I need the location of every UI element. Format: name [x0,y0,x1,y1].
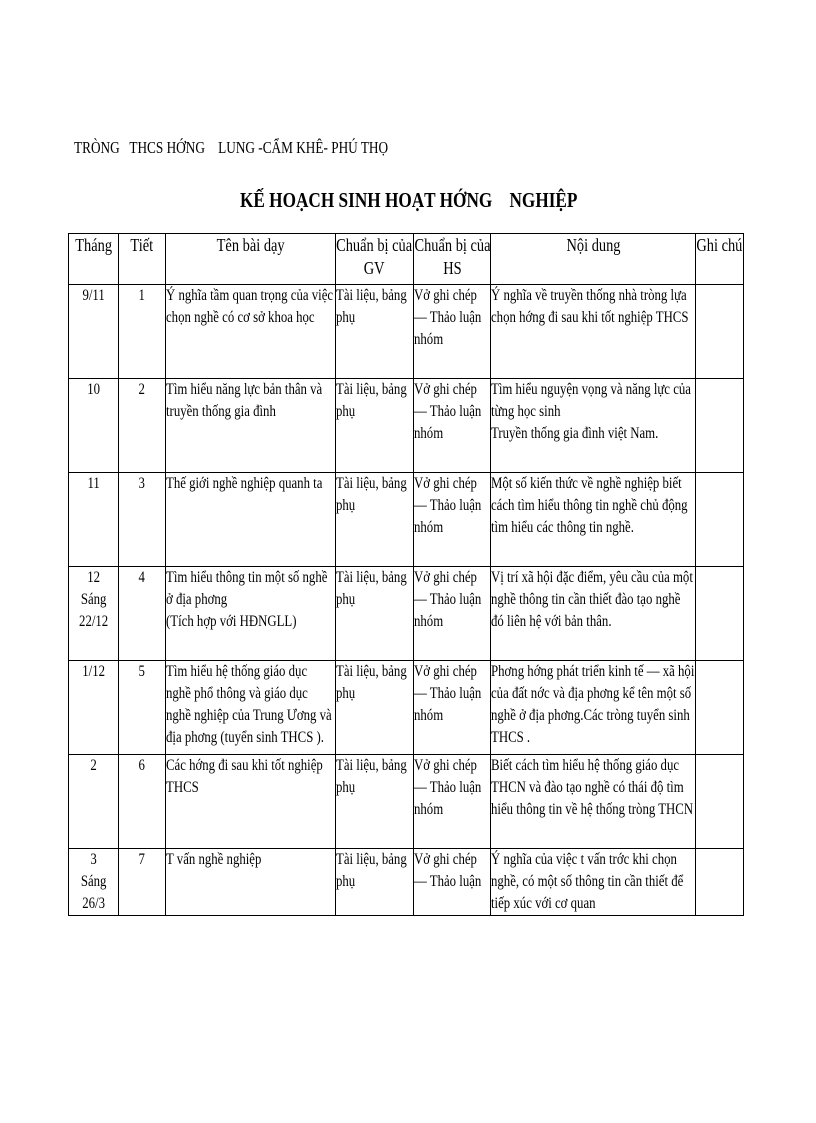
table-row [69,661,744,755]
column-header-lesson: Tên bài dạy [166,234,336,285]
cell-student-prep: Vở ghi chép — Thảo luận nhóm [414,473,491,567]
cell-teacher-prep: Tài liệu, bảng phụ [336,849,414,916]
cell-lesson: Thế giới nghề nghiệp quanh ta [166,473,336,567]
cell-note [696,849,744,916]
table-row [69,473,744,567]
document-title: KẾ HOẠCH SINH HOẠT HỚNG NGHIỆP [240,188,578,212]
cell-content: Biết cách tìm hiểu hệ thống giáo dục THCN và đào tạo nghề có thái độ tìm hiểu thông tin về hệ thống tròng THCN [491,755,696,849]
cell-note [696,567,744,661]
cell-note [696,755,744,849]
cell-note [696,379,744,473]
cell-teacher-prep: Tài liệu, bảng phụ [336,755,414,849]
column-header-period: Tiết [119,234,166,285]
cell-lesson: T vấn nghề nghiệp [166,849,336,916]
cell-lesson: Tìm hiểu hệ thống giáo dục nghề phổ thông và giáo dục nghề nghiệp của Trung Ương và địa phơng (tuyển sinh THCS ). [166,661,336,755]
cell-student-prep: Vở ghi chép — Thảo luận nhóm [414,285,491,379]
cell-month: 12 Sáng 22/12 [69,567,119,661]
cell-teacher-prep: Tài liệu, bảng phụ [336,661,414,755]
table-header-row [69,234,744,285]
cell-note [696,661,744,755]
cell-month: 3 Sáng 26/3 [69,849,119,916]
cell-student-prep: Vở ghi chép — Thảo luận nhóm [414,661,491,755]
cell-note [696,473,744,567]
table-row [69,567,744,661]
cell-period: 4 [119,567,166,661]
cell-teacher-prep: Tài liệu, bảng phụ [336,473,414,567]
cell-student-prep: Vở ghi chép — Thảo luận nhóm [414,755,491,849]
cell-month: 11 [69,473,119,567]
column-header-student-prep: Chuẩn bị của HS [414,234,491,285]
cell-period: 5 [119,661,166,755]
cell-content: Vị trí xã hội đặc điểm, yêu cầu của một nghề thông tin cần thiết đào tạo nghề đó liên hệ với bản thân. [491,567,696,661]
cell-content: Ý nghĩa của việc t vấn trớc khi chọn nghề, có một số thông tin cần thiết để tiếp xúc với cơ quan [491,849,696,916]
cell-student-prep: Vở ghi chép — Thảo luận [414,849,491,916]
cell-period: 7 [119,849,166,916]
column-header-content: Nội dung [491,234,696,285]
cell-student-prep: Vở ghi chép — Thảo luận nhóm [414,567,491,661]
cell-period: 3 [119,473,166,567]
cell-content: Ý nghĩa về truyền thống nhà tròng lựa chọn hớng đi sau khi tốt nghiệp THCS [491,285,696,379]
cell-lesson: Tìm hiểu thông tin một số nghề ở địa phơng (Tích hợp với HĐNGLL) [166,567,336,661]
cell-content: Phơng hớng phát triển kinh tế — xã hội của đất nớc và địa phơng kể tên một số nghề ở địa phơng.Các tròng tuyển sinh THCS . [491,661,696,755]
cell-month: 1/12 [69,661,119,755]
table-row [69,379,744,473]
cell-content: Một số kiến thức về nghề nghiệp biết cách tìm hiểu thông tin nghề chủ động tìm hiểu các thông tin nghề. [491,473,696,567]
column-header-teacher-prep: Chuẩn bị của GV [336,234,414,285]
cell-note [696,285,744,379]
column-header-month: Tháng [69,234,119,285]
cell-lesson: Các hớng đi sau khi tốt nghiệp THCS [166,755,336,849]
plan-table [68,233,744,916]
cell-period: 2 [119,379,166,473]
cell-month: 2 [69,755,119,849]
column-header-note: Ghi chú [696,234,744,285]
cell-period: 6 [119,755,166,849]
table-row [69,285,744,379]
table-row [69,755,744,849]
cell-lesson: Tìm hiểu năng lực bản thân và truyền thống gia đình [166,379,336,473]
cell-month: 9/11 [69,285,119,379]
table-row [69,849,744,916]
cell-lesson: Ý nghĩa tầm quan trọng của việc chọn nghề có cơ sở khoa học [166,285,336,379]
school-name: TRÒNG THCS HỚNG LUNG -CẨM KHÊ- PHÚ THỌ [74,138,389,157]
cell-teacher-prep: Tài liệu, bảng phụ [336,285,414,379]
cell-teacher-prep: Tài liệu, bảng phụ [336,379,414,473]
cell-student-prep: Vở ghi chép — Thảo luận nhóm [414,379,491,473]
cell-content: Tìm hiểu nguyện vọng và năng lực của từng học sinh Truyền thống gia đình việt Nam. [491,379,696,473]
cell-period: 1 [119,285,166,379]
cell-month: 10 [69,379,119,473]
cell-teacher-prep: Tài liệu, bảng phụ [336,567,414,661]
